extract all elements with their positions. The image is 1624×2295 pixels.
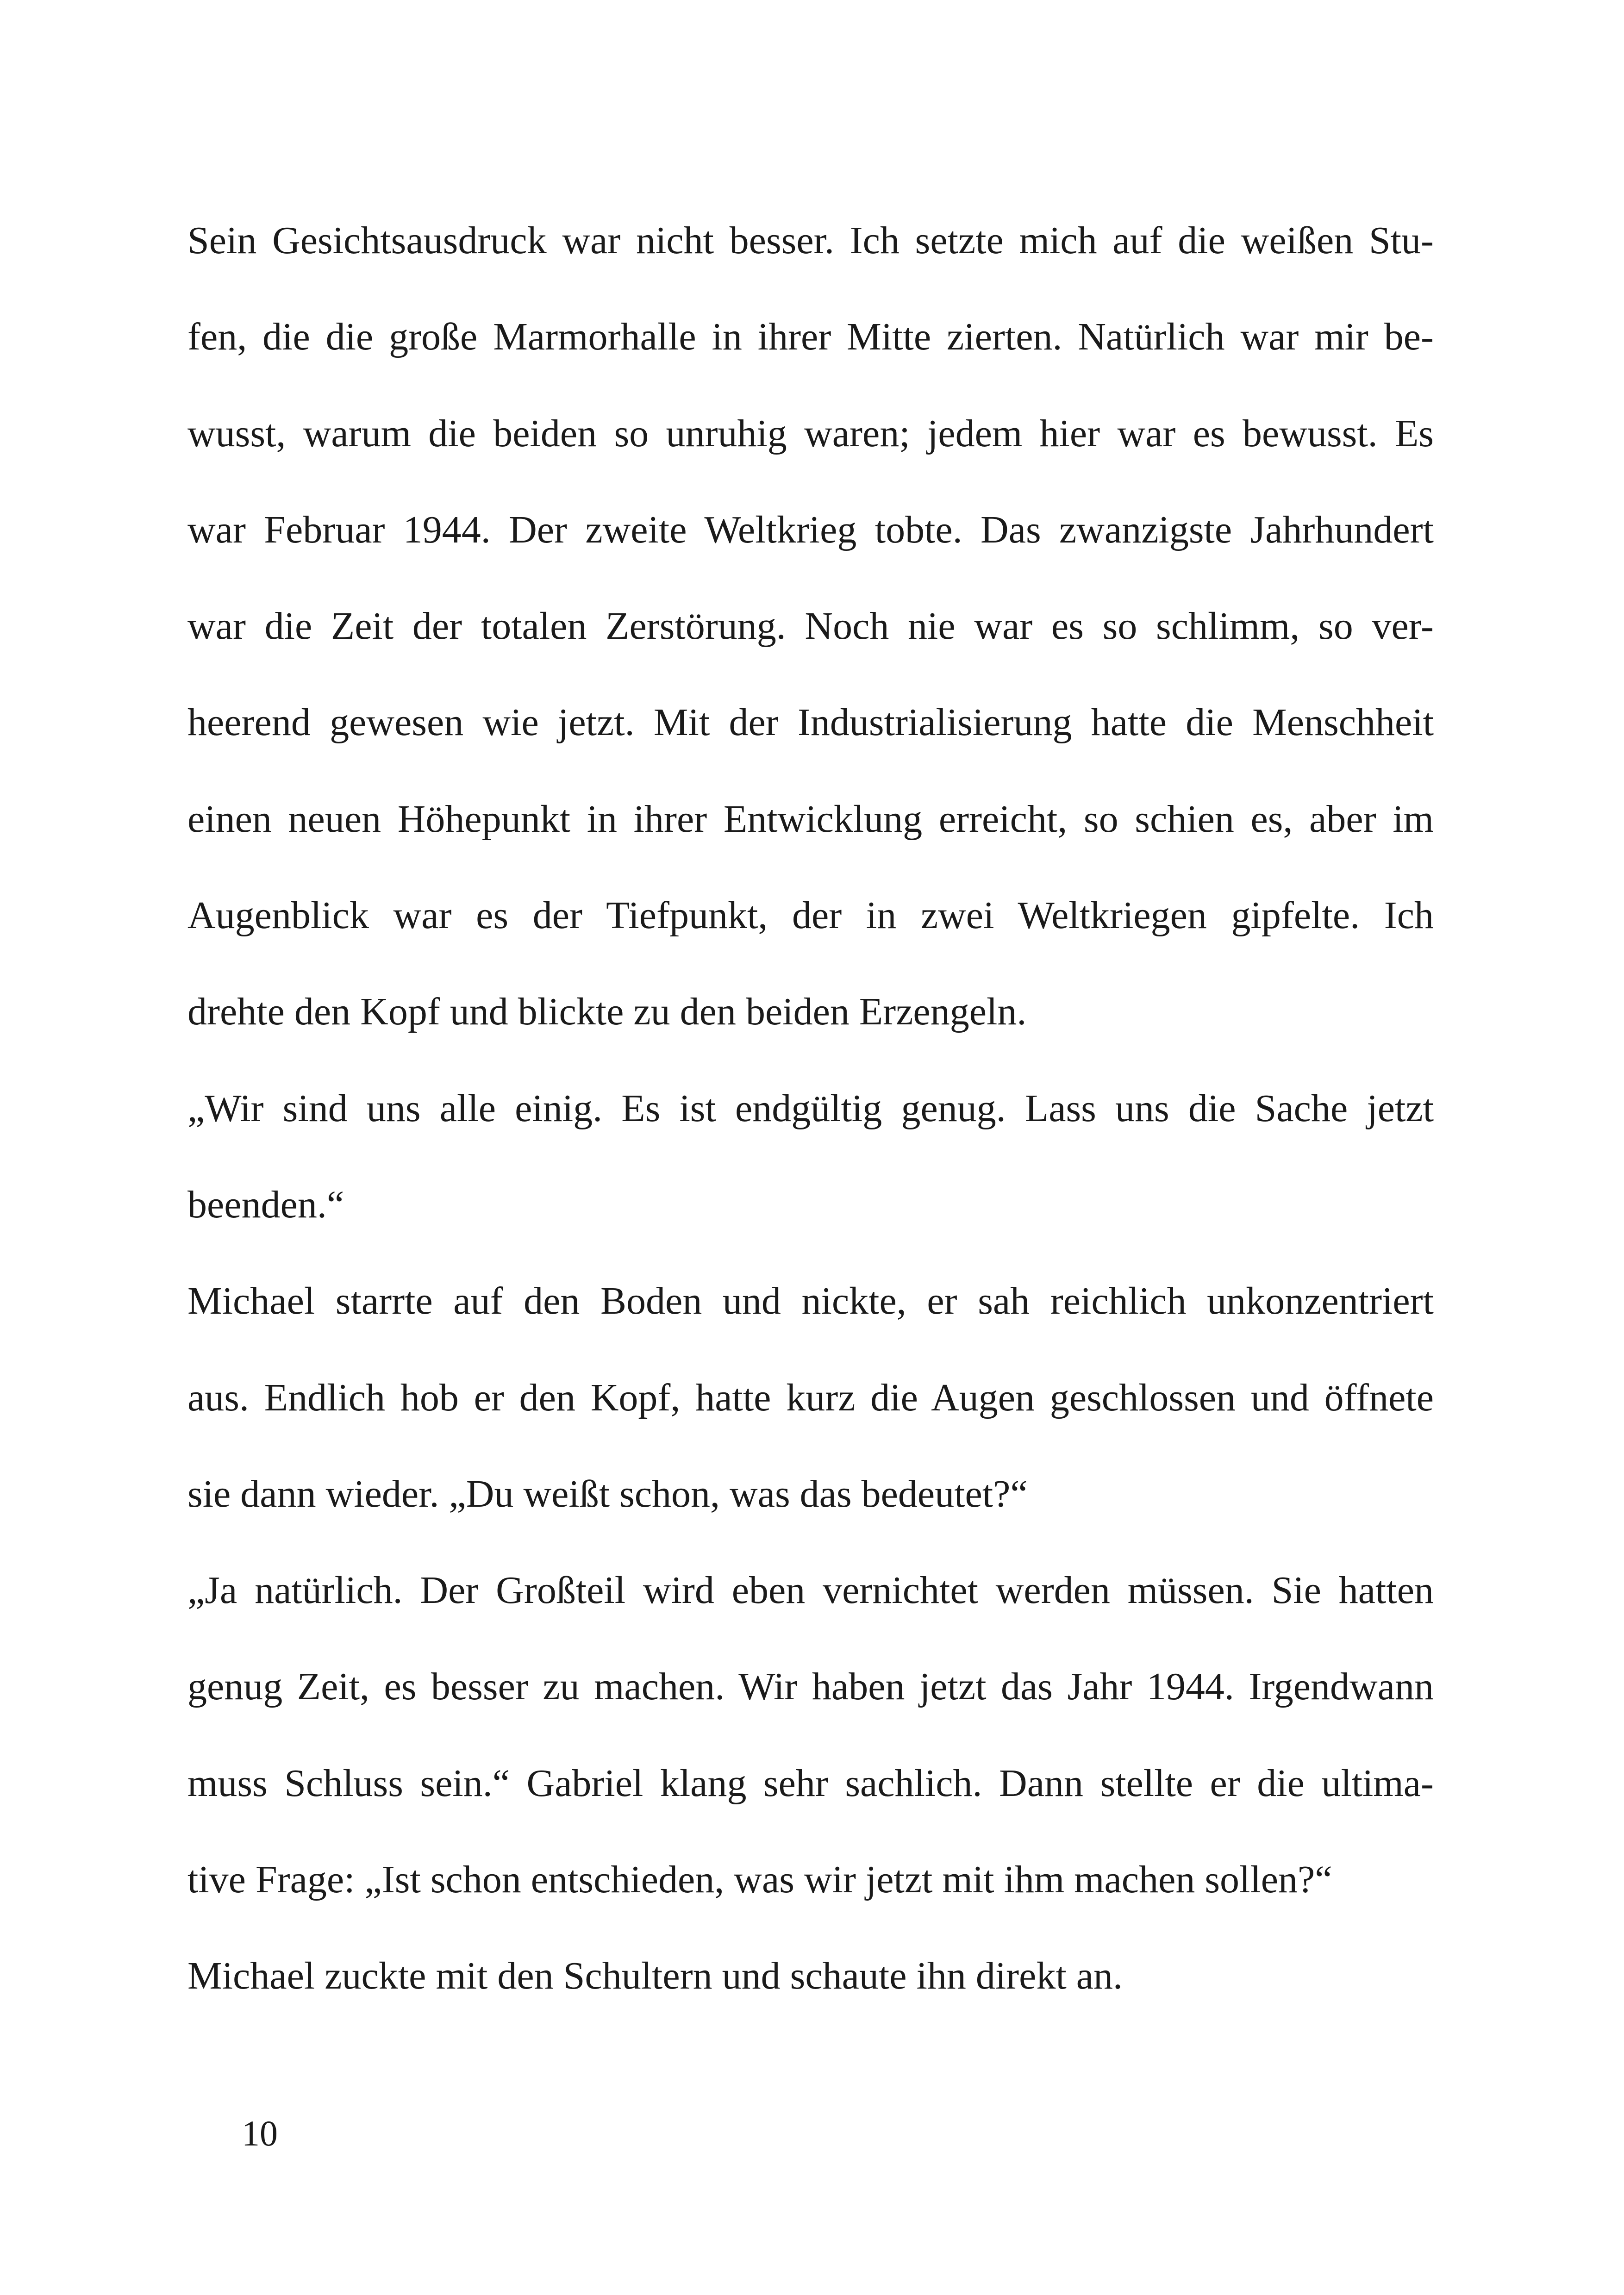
text-line: Michael starrte auf den Boden und nickte, er sah reichlich unkonzentriert (187, 1279, 1434, 1323)
text-line: genug Zeit, es besser zu machen. Wir haben jetzt das Jahr 1944. Irgendwann (187, 1665, 1434, 1709)
text-line: beenden.“ (187, 1183, 344, 1226)
text-line: Michael zuckte mit den Schultern und schaute ihn direkt an. (187, 1954, 1123, 1998)
text-line: aus. Endlich hob er den Kopf, hatte kurz die Augen geschlossen und öffnete (187, 1376, 1434, 1419)
text-line: Sein Gesichtsausdruck war nicht besser. Ich setzte mich auf die weißen Stu- (187, 219, 1434, 262)
text-line: „Ja natürlich. Der Großteil wird eben vernichtet werden müssen. Sie hatten (187, 1569, 1434, 1612)
text-line: „Wir sind uns alle einig. Es ist endgültig genug. Lass uns die Sache jetzt (187, 1086, 1434, 1130)
text-line: heerend gewesen wie jetzt. Mit der Industrialisierung hatte die Menschheit (187, 701, 1434, 744)
text-line: drehte den Kopf und blickte zu den beiden Erzengeln. (187, 990, 1027, 1034)
text-line: tive Frage: „Ist schon entschieden, was wir jetzt mit ihm machen sollen?“ (187, 1858, 1332, 1902)
text-line: muss Schluss sein.“ Gabriel klang sehr sachlich. Dann stellte er die ultima- (187, 1761, 1434, 1805)
text-line: fen, die die große Marmorhalle in ihrer Mitte zierten. Natürlich war mir be- (187, 315, 1434, 359)
text-line: einen neuen Höhepunkt in ihrer Entwicklung erreicht, so schien es, aber im (187, 797, 1434, 841)
text-line: war die Zeit der totalen Zerstörung. Noch nie war es so schlimm, so ver- (187, 605, 1434, 648)
text-line: Augenblick war es der Tiefpunkt, der in zwei Weltkriegen gipfelte. Ich (187, 894, 1434, 937)
body-text (187, 221, 1434, 2053)
text-line: war Februar 1944. Der zweite Weltkrieg tobte. Das zwanzigste Jahrhundert (187, 508, 1434, 551)
page-number: 10 (242, 2113, 278, 2153)
text-line: wusst, warum die beiden so unruhig waren; jedem hier war es bewusst. Es (187, 412, 1434, 455)
text-line: sie dann wieder. „Du weißt schon, was das bedeutet?“ (187, 1472, 1028, 1515)
